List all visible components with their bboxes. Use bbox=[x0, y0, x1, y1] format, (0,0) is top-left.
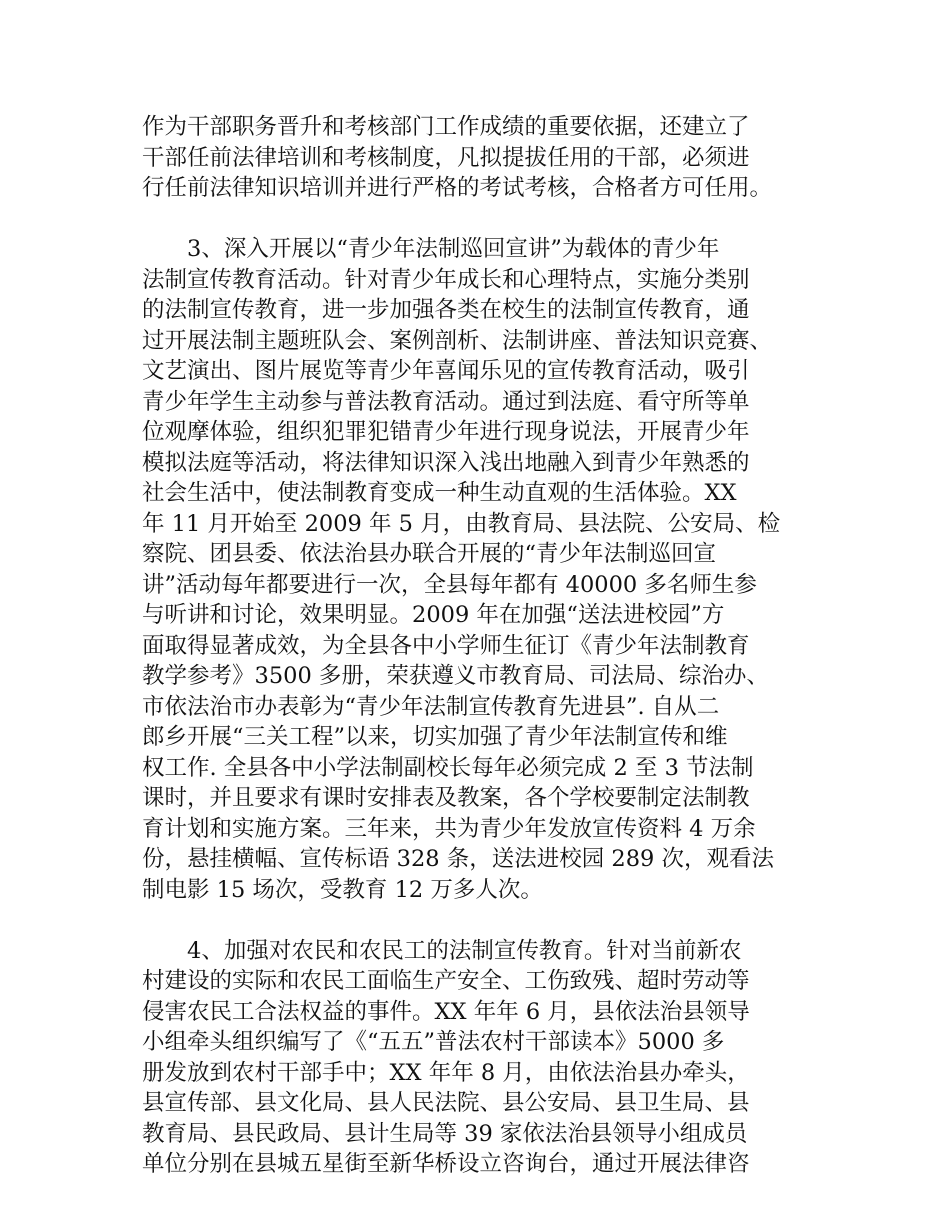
text-line: 面取得显著成效，为全县各中小学师生征订《青少年法制教育 bbox=[142, 632, 750, 659]
text-line: 份，悬挂横幅、宣传标语 328 条，送法进校园 289 次，观看法 bbox=[142, 846, 775, 872]
text-line: 侵害农民工合法权益的事件。XX 年年 6 月，县依法治县领导 bbox=[142, 998, 750, 1025]
paragraph bbox=[142, 112, 832, 204]
text-line: 权工作. 全县各中小学法制副校长每年必须完成 2 至 3 节法制 bbox=[142, 754, 754, 781]
text-line: 册发放到农村干部手中；XX 年年 8 月，由依法治县办牵头， bbox=[142, 1059, 750, 1086]
text-line: 小组牵头组织编写了《“五五”普法农村干部读本》5000 多 bbox=[142, 1029, 725, 1055]
text-line: 制电影 15 场次，受教育 12 万多人次。 bbox=[142, 876, 543, 903]
document-body bbox=[142, 112, 832, 1180]
text-line: 课时，并且要求有课时安排表及教案，各个学校要制定法制教 bbox=[142, 785, 750, 811]
text-line: 教学参考》3500 多册，荣获遵义市教育局、司法局、综治办、 bbox=[142, 663, 769, 689]
text-line: 模拟法庭等活动，将法律知识深入浅出地融入到青少年熟悉的 bbox=[142, 449, 750, 476]
paragraph-spacer bbox=[142, 905, 832, 936]
text-line: 行任前法律知识培训并进行严格的考试考核，合格者方可任用。 bbox=[142, 175, 773, 201]
text-line: 郎乡开展“三关工程”以来，切实加强了青少年法制宣传和维 bbox=[142, 724, 728, 750]
text-line: 育计划和实施方案。三年来，共为青少年发放宣传资料 4 万余 bbox=[142, 815, 756, 842]
paragraph bbox=[142, 936, 832, 1180]
text-line: 社会生活中，使法制教育变成一种生动直观的生活体验。XX bbox=[142, 480, 737, 506]
text-line: 市依法治市办表彰为“青少年法制宣传教育先进县”. 自从二 bbox=[142, 693, 720, 720]
text-line: 4、加强对农民和农民工的法制宣传教育。针对当前新农 bbox=[142, 937, 742, 964]
text-line: 县宣传部、县文化局、县人民法院、县公安局、县卫生局、县 bbox=[142, 1090, 750, 1116]
paragraph-spacer bbox=[142, 204, 832, 235]
text-line: 村建设的实际和农民工面临生产安全、工伤致残、超时劳动等 bbox=[142, 968, 750, 994]
text-line: 讲”活动每年都要进行一次，全县每年都有 40000 多名师生参 bbox=[142, 571, 757, 598]
paragraph bbox=[142, 234, 832, 905]
text-line: 过开展法制主题班队会、案例剖析、法制讲座、普法知识竞赛、 bbox=[142, 327, 773, 354]
text-line: 与听讲和讨论，效果明显。2009 年在加强“送法进校园”方 bbox=[142, 602, 725, 628]
text-line: 干部任前法律培训和考核制度，凡拟提拔任用的干部，必须进 bbox=[142, 144, 750, 171]
text-line: 教育局、县民政局、县计生局等 39 家依法治县领导小组成员 bbox=[142, 1120, 748, 1147]
text-line: 的法制宣传教育，进一步加强各类在校生的法制宣传教育，通 bbox=[142, 297, 750, 323]
text-line: 法制宣传教育活动。针对青少年成长和心理特点，实施分类别 bbox=[142, 266, 750, 293]
text-line: 3、深入开展以“青少年法制巡回宣讲”为载体的青少年 bbox=[142, 236, 720, 262]
text-line: 单位分别在县城五星街至新华桥设立咨询台，通过开展法律咨 bbox=[142, 1151, 750, 1177]
text-line: 作为干部职务晋升和考核部门工作成绩的重要依据，还建立了 bbox=[142, 114, 750, 140]
text-line: 文艺演出、图片展览等青少年喜闻乐见的宣传教育活动，吸引 bbox=[142, 358, 750, 384]
text-line: 年 11 月开始至 2009 年 5 月，由教育局、县法院、公安局、检 bbox=[142, 510, 781, 537]
text-line: 青少年学生主动参与普法教育活动。通过到法庭、看守所等单 bbox=[142, 388, 750, 415]
text-line: 位观摩体验，组织犯罪犯错青少年进行现身说法，开展青少年 bbox=[142, 419, 750, 445]
text-line: 察院、团县委、依法治县办联合开展的“青少年法制巡回宣 bbox=[142, 541, 717, 567]
